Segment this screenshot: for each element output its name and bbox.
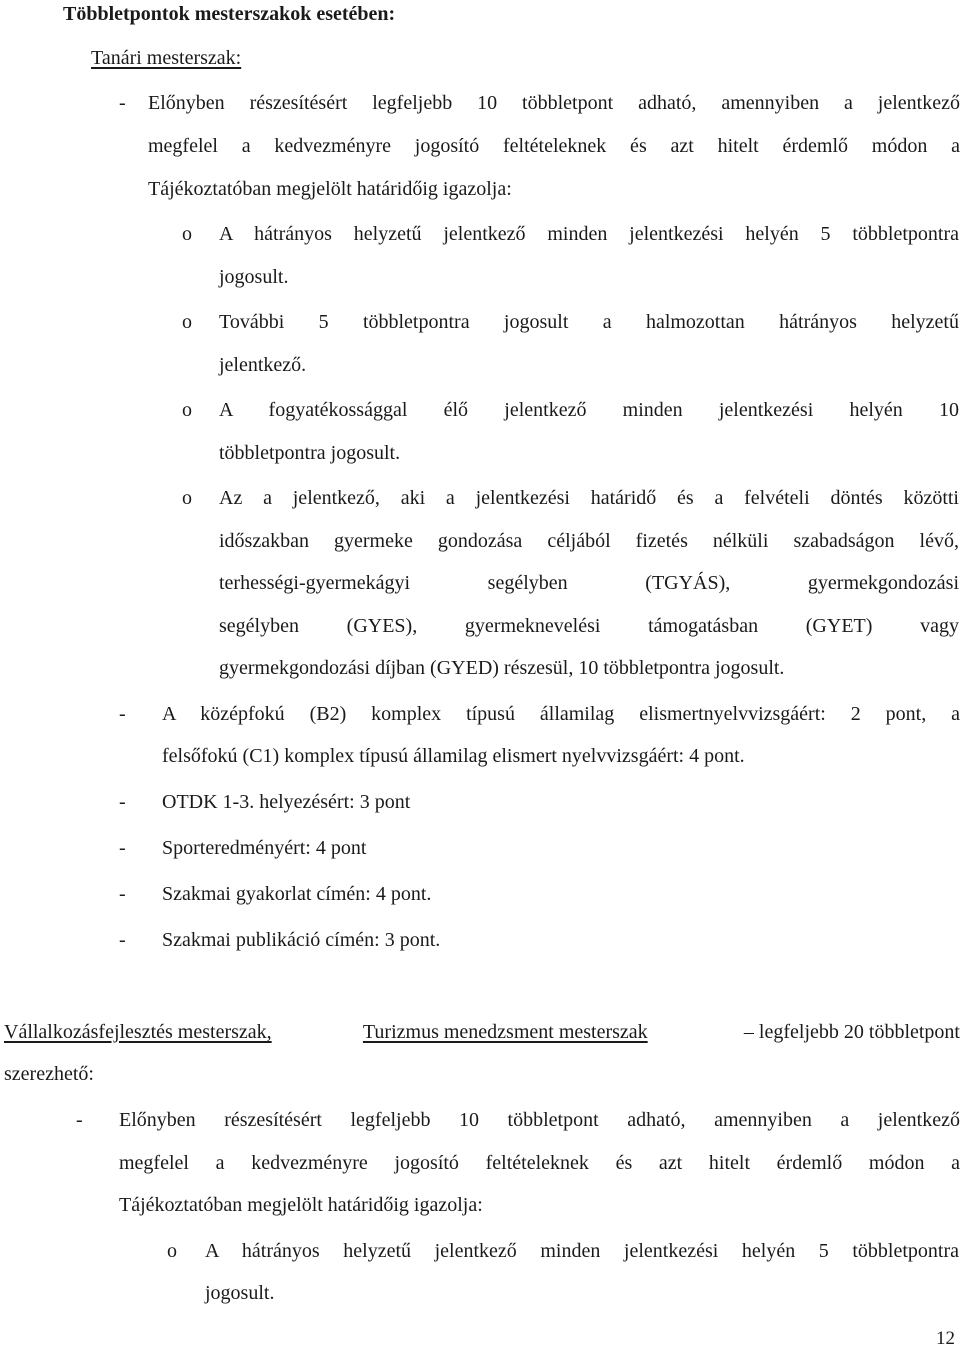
sub-item-line: jelentkező. — [219, 354, 307, 376]
dash-marker: - — [119, 929, 126, 951]
dash-marker: - — [119, 791, 126, 813]
page-heading: Többletpontok mesterszakok esetében: — [63, 3, 396, 25]
section-title-vallalkozas — [4, 1020, 960, 1044]
section-title-part1: Vállalkozásfejlesztés mesterszak, — [4, 1021, 272, 1043]
item-line: Előnyben részesítésért legfeljebb 10 többletpont adható, amennyiben a jelentkező — [148, 92, 960, 114]
item-line: Sporteredményért: 4 pont — [162, 837, 367, 859]
item-line: felsőfokú (C1) komplex típusú államilag elismert nyelvvizsgáért: 4 pont. — [162, 745, 745, 767]
circle-marker: o — [182, 487, 192, 509]
sub-item-line: időszakban gyermeke gondozása céljából fizetés nélküli szabadságon lévő, — [219, 530, 959, 552]
page-number: 12 — [936, 1328, 955, 1349]
section-title-rest: – legfeljebb 20 többletpont — [738, 1021, 960, 1043]
section-title-line2: szerezhető: — [4, 1063, 94, 1085]
item-line: megfelel a kedvezményre jogosító feltételeknek és azt hitelt érdemlő módon a — [119, 1152, 960, 1174]
dash-marker: - — [119, 703, 126, 725]
sub-item-line: A hátrányos helyzetű jelentkező minden jelentkezési helyén 5 többletpontra — [219, 223, 959, 245]
item-line: A középfokú (B2) komplex típusú államilag elismertnyelvvizsgáért: 2 pont, a — [162, 703, 960, 725]
dash-marker: - — [76, 1109, 83, 1131]
sub-item-line: A hátrányos helyzetű jelentkező minden jelentkezési helyén 5 többletpontra — [205, 1240, 959, 1262]
sub-item-line: Az a jelentkező, aki a jelentkezési határidő és a felvételi döntés közötti — [219, 487, 959, 509]
sub-item-line: jogosult. — [219, 266, 289, 288]
circle-marker: o — [182, 399, 192, 421]
item-line: megfelel a kedvezményre jogosító feltételeknek és azt hitelt érdemlő módon a — [148, 135, 960, 157]
item-line: Tájékoztatóban megjelölt határidőig igazolja: — [119, 1194, 483, 1216]
item-line: OTDK 1-3. helyezésért: 3 pont — [162, 791, 411, 813]
dash-marker: - — [119, 883, 126, 905]
dash-marker: - — [119, 92, 126, 114]
item-line: Szakmai publikáció címén: 3 pont. — [162, 929, 441, 951]
sub-item-line: jogosult. — [205, 1282, 275, 1304]
sub-item-line: gyermekgondozási díjban (GYED) részesül, 10 többletpontra jogosult. — [219, 657, 785, 679]
item-line: Tájékoztatóban megjelölt határidőig igazolja: — [148, 178, 512, 200]
sub-item-line: többletpontra jogosult. — [219, 442, 401, 464]
circle-marker: o — [167, 1240, 177, 1262]
item-line: Szakmai gyakorlat címén: 4 pont. — [162, 883, 432, 905]
sub-item-line: További 5 többletpontra jogosult a halmozottan hátrányos helyzetű — [219, 311, 959, 333]
circle-marker: o — [182, 223, 192, 245]
section-title-tanari: Tanári mesterszak: — [91, 47, 242, 69]
dash-marker: - — [119, 837, 126, 859]
circle-marker: o — [182, 311, 192, 333]
sub-item-line: terhességi-gyermekágyi segélyben (TGYÁS), gyermekgondozási — [219, 572, 959, 594]
sub-item-line: A fogyatékossággal élő jelentkező minden jelentkezési helyén 10 — [219, 399, 959, 421]
section-title-part2: Turizmus menedzsment mesterszak — [362, 1021, 648, 1043]
item-line: Előnyben részesítésért legfeljebb 10 többletpont adható, amennyiben a jelentkező — [119, 1109, 960, 1131]
sub-item-line: segélyben (GYES), gyermeknevelési támogatásban (GYET) vagy — [219, 615, 959, 637]
